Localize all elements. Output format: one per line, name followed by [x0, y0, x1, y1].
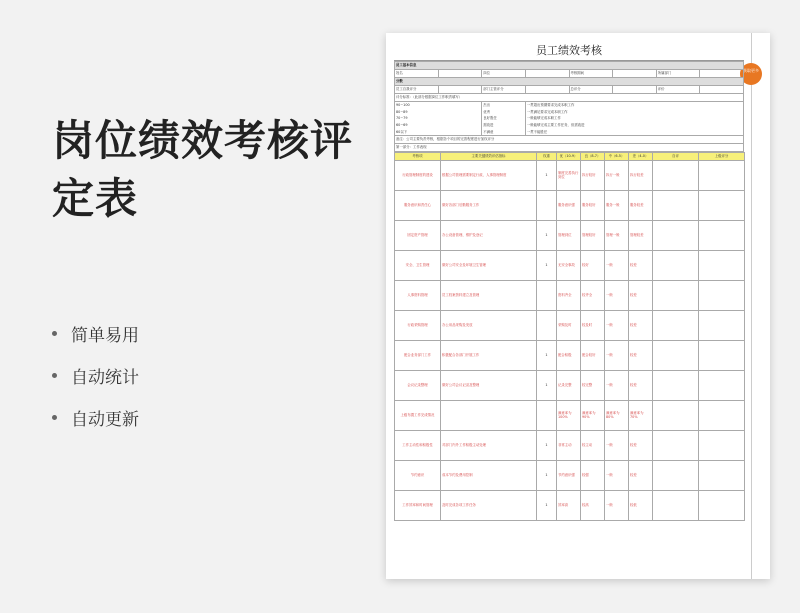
info-table: 员工基本信息 姓名 岗位 考核期间 所属部门 分数 员工自我评分 部门主管评分 总评分 评价 评分标准：（此部分根据岗位工作职责填写） 90~100 杰出 一贯超出预期要求完成本职工作 80~89 优秀 一贯满足要求完成本职工作 70~79 良好胜任 一般能够完成本职工作 60~69 需改进 一般能够完成主要工作任务，但需改进 60以下 不满意 一贯不能胜任 备注：公司主要负责考核，根据各个项目的完善程度进行加权评分 第一部分：工作表现	[394, 61, 744, 152]
score-input-cell[interactable]	[699, 190, 745, 220]
kpi-cell-kpi: 员工档案资料建立及管理	[441, 280, 537, 310]
kpi-cell-a: 制度完善执行到位	[557, 160, 581, 190]
period-field[interactable]	[613, 70, 657, 78]
kpi-cell-b: 较及时	[581, 310, 605, 340]
kpi-cell-b: 较强	[581, 460, 605, 490]
kpi-cell-c: 执行一般	[605, 160, 629, 190]
feature-item: 自动统计	[52, 354, 139, 396]
kpi-cell-kpi	[441, 400, 537, 430]
appraisal-sheet	[394, 41, 744, 521]
score-input-cell[interactable]	[653, 490, 699, 520]
score-input-cell[interactable]	[653, 220, 699, 250]
kpi-cell-a: 满意率为100%	[557, 400, 581, 430]
score-input-cell[interactable]	[699, 370, 745, 400]
feature-item: 自动更新	[52, 396, 139, 438]
kpi-cell-item: 工作主动性和积极性	[395, 430, 441, 460]
manager-score-field[interactable]	[525, 86, 569, 94]
kpi-table: 考核项 主要关键绩效评估指标 权重 优（10-9） 良（8-7） 中（6-5） 差（4-0） 自评 上级评分 行政管理制度的建设 根据公司管理需要制定行政、人事管理制度 1 制度完善执行到位 执行较好 执行一般 执行较差 服务意识和责任心 做好各部门后勤服务工作 服务意识强 服务较好 服务一般 服务较差 固定资产管理 办公设备管理、维护及登记 1 管理到位 管理较好 管理一般 管理较差 安全、卫生管理 做好公司安全及环境卫生管理 1 无安全事故 较好 一般 较差 人事资料管理 员工档案资料建立及管理 资料齐全 较齐全 一般 较差 行政采购管理 办公用品采购及发放 采购及时 较及时 一般 较差 配合业务部门工作 积极配合各部门开展工作 1 配合积极 配合较好 一般 较差 会议记录整理 做好公司会议记录及整理 1 记录完整 较完整 一般 较差 上级布置工作完成情况 满意率为100% 满意率为90% 满意率为80% 满意率为70% 工作主动性和积极性 对部门内外工作积极主动处理 1 非常主动 较主动 一般 较差 节约意识 成本节约及费用控制 1 节约意识强 较强 一般 较差 工作效率和时间管理 及时完成各项工作任务 1 效率高 较高 一般 较低	[394, 152, 745, 521]
kpi-cell-a: 资料齐全	[557, 280, 581, 310]
kpi-cell-kpi: 做好公司会议记录及整理	[441, 370, 537, 400]
total-score-field[interactable]	[613, 86, 657, 94]
feature-item: 简单易用	[52, 312, 139, 354]
kpi-cell-item: 固定资产管理	[395, 220, 441, 250]
kpi-cell-d: 较差	[629, 430, 653, 460]
kpi-cell-w: 1	[537, 370, 557, 400]
kpi-cell-w: 1	[537, 220, 557, 250]
kpi-cell-c: 满意率为80%	[605, 400, 629, 430]
kpi-cell-kpi: 成本节约及费用控制	[441, 460, 537, 490]
kpi-cell-item: 人事资料管理	[395, 280, 441, 310]
kpi-cell-b: 服务较好	[581, 190, 605, 220]
score-input-cell[interactable]	[699, 490, 745, 520]
kpi-cell-b: 较完整	[581, 370, 605, 400]
score-input-cell[interactable]	[653, 400, 699, 430]
kpi-cell-d: 执行较差	[629, 160, 653, 190]
score-input-cell[interactable]	[699, 400, 745, 430]
kpi-row	[395, 340, 745, 370]
kpi-cell-d: 较差	[629, 250, 653, 280]
kpi-cell-kpi: 积极配合各部门开展工作	[441, 340, 537, 370]
kpi-cell-d: 满意率为70%	[629, 400, 653, 430]
kpi-cell-item: 上级布置工作完成情况	[395, 400, 441, 430]
kpi-cell-c: 一般	[605, 250, 629, 280]
kpi-cell-c: 一般	[605, 340, 629, 370]
kpi-cell-w: 1	[537, 460, 557, 490]
score-input-cell[interactable]	[699, 430, 745, 460]
score-input-cell[interactable]	[699, 280, 745, 310]
kpi-cell-w	[537, 280, 557, 310]
page-edge-line	[751, 33, 752, 579]
evaluation-field[interactable]	[700, 86, 744, 94]
kpi-cell-b: 较好	[581, 250, 605, 280]
score-input-cell[interactable]	[699, 160, 745, 190]
kpi-cell-a: 记录完整	[557, 370, 581, 400]
kpi-cell-item: 行政管理制度的建设	[395, 160, 441, 190]
kpi-cell-item: 服务意识和责任心	[395, 190, 441, 220]
kpi-cell-c: 一般	[605, 460, 629, 490]
kpi-cell-a: 管理到位	[557, 220, 581, 250]
kpi-cell-b: 执行较好	[581, 160, 605, 190]
score-input-cell[interactable]	[653, 190, 699, 220]
kpi-cell-b: 满意率为90%	[581, 400, 605, 430]
get-more-badge[interactable]: 获取更多	[740, 63, 762, 85]
kpi-cell-d: 较差	[629, 370, 653, 400]
kpi-cell-kpi: 做好各部门后勤服务工作	[441, 190, 537, 220]
kpi-cell-a: 非常主动	[557, 430, 581, 460]
score-input-cell[interactable]	[699, 340, 745, 370]
kpi-row	[395, 280, 745, 310]
kpi-cell-kpi: 办公用品采购及发放	[441, 310, 537, 340]
kpi-row	[395, 190, 745, 220]
kpi-cell-kpi: 办公设备管理、维护及登记	[441, 220, 537, 250]
document-preview	[386, 33, 770, 579]
score-input-cell[interactable]	[653, 310, 699, 340]
kpi-cell-c: 服务一般	[605, 190, 629, 220]
kpi-cell-a: 配合积极	[557, 340, 581, 370]
kpi-cell-c: 一般	[605, 280, 629, 310]
kpi-row	[395, 160, 745, 190]
kpi-cell-kpi: 及时完成各项工作任务	[441, 490, 537, 520]
bullet-icon	[52, 331, 57, 336]
kpi-cell-w: 1	[537, 160, 557, 190]
kpi-cell-item: 安全、卫生管理	[395, 250, 441, 280]
score-input-cell[interactable]	[699, 220, 745, 250]
kpi-row	[395, 310, 745, 340]
kpi-cell-d: 较差	[629, 340, 653, 370]
kpi-cell-a: 无安全事故	[557, 250, 581, 280]
name-field[interactable]	[438, 70, 482, 78]
kpi-row	[395, 220, 745, 250]
dept-field[interactable]	[700, 70, 744, 78]
score-input-cell[interactable]	[653, 280, 699, 310]
score-input-cell[interactable]	[653, 340, 699, 370]
kpi-cell-a: 服务意识强	[557, 190, 581, 220]
kpi-cell-w: 1	[537, 430, 557, 460]
score-input-cell[interactable]	[699, 310, 745, 340]
kpi-cell-a: 节约意识强	[557, 460, 581, 490]
kpi-cell-b: 管理较好	[581, 220, 605, 250]
kpi-cell-w: 1	[537, 490, 557, 520]
score-input-cell[interactable]	[653, 460, 699, 490]
kpi-cell-kpi: 对部门内外工作积极主动处理	[441, 430, 537, 460]
self-score-field[interactable]	[438, 86, 482, 94]
kpi-row	[395, 430, 745, 460]
kpi-cell-d: 较差	[629, 310, 653, 340]
kpi-cell-item: 工作效率和时间管理	[395, 490, 441, 520]
kpi-cell-a: 采购及时	[557, 310, 581, 340]
kpi-cell-kpi: 做好公司安全及环境卫生管理	[441, 250, 537, 280]
kpi-cell-d: 较差	[629, 280, 653, 310]
kpi-cell-w	[537, 190, 557, 220]
kpi-cell-b: 配合较好	[581, 340, 605, 370]
score-input-cell[interactable]	[699, 460, 745, 490]
position-field[interactable]	[525, 70, 569, 78]
kpi-cell-b: 较高	[581, 490, 605, 520]
kpi-cell-c: 一般	[605, 310, 629, 340]
bullet-icon	[52, 415, 57, 420]
kpi-row	[395, 250, 745, 280]
kpi-cell-b: 较齐全	[581, 280, 605, 310]
kpi-cell-w: 1	[537, 340, 557, 370]
kpi-cell-w	[537, 400, 557, 430]
page-title: 岗位绩效考核评定表	[52, 116, 354, 223]
kpi-row	[395, 370, 745, 400]
score-input-cell[interactable]	[653, 370, 699, 400]
kpi-row	[395, 400, 745, 430]
kpi-cell-w: 1	[537, 250, 557, 280]
kpi-cell-d: 管理较差	[629, 220, 653, 250]
score-input-cell[interactable]	[699, 250, 745, 280]
bullet-icon	[52, 373, 57, 378]
kpi-cell-item: 节约意识	[395, 460, 441, 490]
kpi-cell-item: 会议记录整理	[395, 370, 441, 400]
score-input-cell[interactable]	[653, 160, 699, 190]
kpi-cell-c: 一般	[605, 490, 629, 520]
kpi-cell-c: 一般	[605, 370, 629, 400]
kpi-cell-d: 服务较差	[629, 190, 653, 220]
kpi-cell-a: 效率高	[557, 490, 581, 520]
kpi-cell-w	[537, 310, 557, 340]
kpi-cell-c: 一般	[605, 430, 629, 460]
feature-list	[52, 312, 139, 438]
kpi-cell-item: 行政采购管理	[395, 310, 441, 340]
kpi-cell-c: 管理一般	[605, 220, 629, 250]
kpi-row	[395, 460, 745, 490]
kpi-cell-d: 较差	[629, 460, 653, 490]
kpi-cell-d: 较低	[629, 490, 653, 520]
kpi-row	[395, 490, 745, 520]
kpi-cell-kpi: 根据公司管理需要制定行政、人事管理制度	[441, 160, 537, 190]
kpi-cell-item: 配合业务部门工作	[395, 340, 441, 370]
sheet-title: 员工绩效考核	[394, 41, 744, 61]
score-input-cell[interactable]	[653, 250, 699, 280]
kpi-cell-b: 较主动	[581, 430, 605, 460]
score-input-cell[interactable]	[653, 430, 699, 460]
